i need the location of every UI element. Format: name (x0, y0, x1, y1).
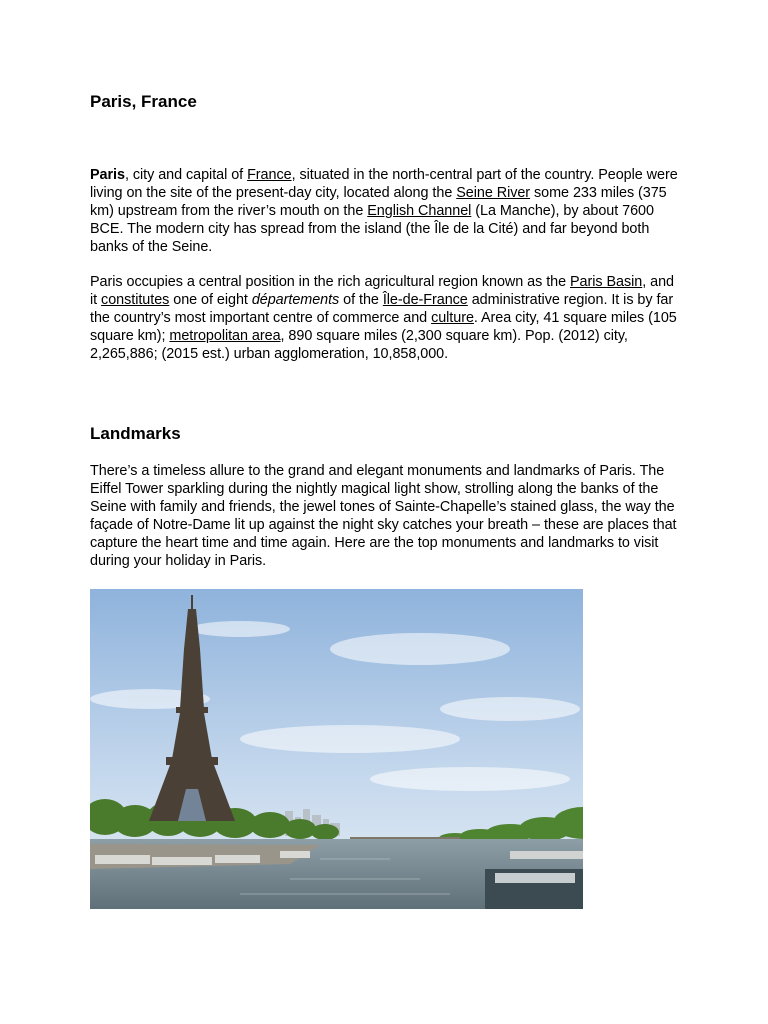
page-title: Paris, France (90, 92, 197, 111)
link-seine-river[interactable]: Seine River (456, 184, 531, 201)
landmarks-paragraph: There’s a timeless allure to the grand and elegant monuments and landmarks of Paris. The Eiffel Tower sparkling during the nightly magical light show, strolling along the banks of the Seine with family and friends, the jewel tones of Sainte-Chapelle’s stained glass, the way the façade of Notre-Dame lit up against the night sky catches your breath – these are places that capture the heart time and time again. Here are the top monuments and landmarks to visit during your holiday in Paris. (90, 463, 677, 569)
eiffel-tower-photo (90, 589, 583, 909)
link-constitutes[interactable]: constitutes (101, 291, 170, 308)
barge-right (485, 869, 583, 909)
link-metropolitan-area[interactable]: metropolitan area (169, 327, 281, 344)
paris-bold: Paris (90, 167, 125, 183)
link-english-channel[interactable]: English Channel (367, 202, 472, 219)
link-france[interactable]: France (247, 167, 292, 183)
position-paragraph: Paris occupies a central position in the rich agricultural region known as the Paris Basin, and it constitutes one of eight départements of the Île-de-France administrative region. It is by far the country’s most important centre of commerce and culture. Area city, 41 square miles (105 square km); metropolitan area, 890 square miles (2,300 square km). Pop. (2012) city, 2,265,886; (2015 est.) urban agglomeration, 10,858,000. (90, 274, 677, 362)
boats-right (510, 851, 583, 859)
intro-paragraph: Paris, city and capital of France, situated in the north-central part of the country. People were living on the site of the present-day city, located along the Seine River some 233 miles (375 km) upstream from the river’s mouth on the English Channel (La Manche), by about 7600 BCE. The modern city has spread from the island (the Île de la Cité) and far beyond both banks of the Seine. (90, 167, 678, 255)
link-culture[interactable]: culture (431, 309, 474, 326)
link-paris-basin[interactable]: Paris Basin (570, 274, 643, 290)
eiffel-tower-illustration (90, 589, 583, 909)
departements-italic: départements (251, 291, 340, 308)
link-ile-de-france[interactable]: Île-de-France (382, 291, 468, 308)
landmarks-heading: Landmarks (90, 424, 181, 443)
